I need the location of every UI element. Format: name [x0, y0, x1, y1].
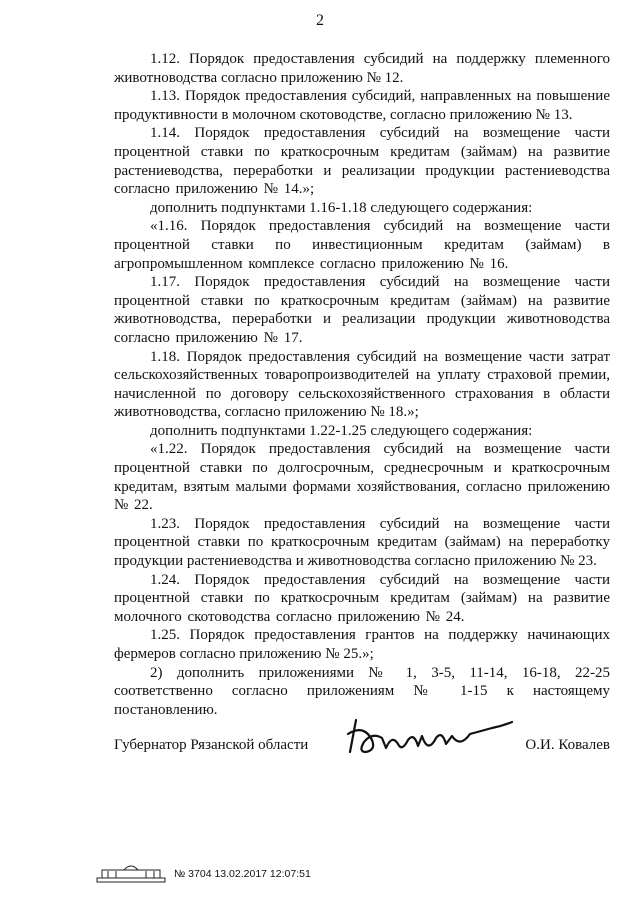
signature-block	[114, 728, 610, 768]
paragraph-1-18: 1.18. Порядок предоставления субсидий на возмещение части затрат сельскохозяйственных товаропроизводителей на уплату страховой премии, начисленной по договору сельскохозяйственного страхования в области животноводства, согласно приложению № 18.»;	[114, 348, 610, 421]
paragraph-1-24: 1.24. Порядок предоставления субсидий на возмещение части процентной ставки по краткосрочным кредитам (займам) на развитие молочного скотоводства согласно приложению № 24.	[114, 571, 610, 625]
paragraph-1-17: 1.17. Порядок предоставления субсидий на возмещение части процентной ставки по краткосрочным кредитам (займам) на развитие животноводства, переработки и реализации продукции животноводства согласно приложению № 17.	[114, 274, 610, 346]
paragraph-1-22: «1.22. Порядок предоставления субсидий на возмещение части процентной ставки по долгосрочным, среднесрочным и краткосрочным кредитам, взятым малыми формами хозяйствования, согласно приложению № 22.	[114, 441, 610, 514]
government-building-seal-icon	[96, 862, 166, 884]
paragraph-item-2: 2) дополнить приложениями № 1, 3-5, 11-14, 16-18, 22-25 соответственно согласно приложениям № 1-15 к настоящему постановлению.	[114, 664, 610, 718]
handwritten-signature-icon	[342, 714, 522, 762]
paragraph-add-1-22-1-25: дополнить подпунктами 1.22-1.25 следующего содержания:	[150, 422, 533, 439]
paragraph-1-25: 1.25. Порядок предоставления грантов на поддержку начинающих фермеров согласно приложению № 25.»;	[114, 627, 610, 662]
document-body	[114, 50, 610, 719]
document-stamp: № 3704 13.02.2017 12:07:51	[174, 868, 311, 880]
paragraph-add-1-16-1-18: дополнить подпунктами 1.16-1.18 следующего содержания:	[150, 199, 533, 216]
paragraph-1-13: 1.13. Порядок предоставления субсидий, направленных на повышение продуктивности в молочном скотоводстве, согласно приложению № 13.	[114, 88, 610, 123]
paragraph-1-16: «1.16. Порядок предоставления субсидий на возмещение части процентной ставки по инвестиционным кредитам (займам) в агропромышленном комплексе согласно приложению № 16.	[114, 218, 610, 272]
governor-title: Губернатор Рязанской области	[114, 737, 309, 753]
paragraph-1-14: 1.14. Порядок предоставления субсидий на возмещение части процентной ставки по краткосрочным кредитам (займам) на развитие растениеводства, переработки и реализации продукции растениеводства согласно приложению № 14.»;	[114, 125, 610, 198]
paragraph-1-23: 1.23. Порядок предоставления субсидий на возмещение части процентной ставки по краткосрочным кредитам (займам) на переработку продукции растениеводства и животноводства согласно приложению № 23.	[114, 515, 610, 570]
page-number: 2	[316, 12, 324, 29]
governor-name: О.И. Ковалев	[525, 737, 610, 753]
paragraph-1-12: 1.12. Порядок предоставления субсидий на поддержку племенного животноводства согласно приложению № 12.	[114, 51, 610, 86]
